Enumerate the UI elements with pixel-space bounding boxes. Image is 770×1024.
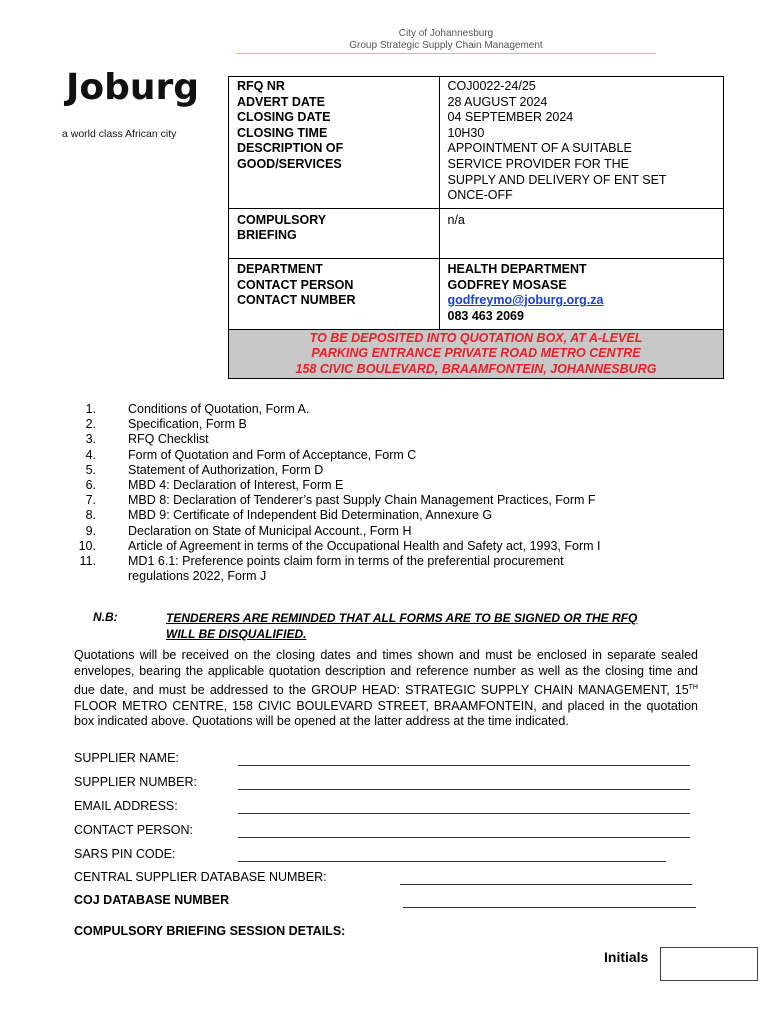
- logo-tagline: a world class African city: [62, 128, 177, 140]
- header-rule: [236, 53, 656, 54]
- key-briefing: COMPULSORY BRIEFING: [237, 212, 326, 243]
- list-item: 5. Statement of Authorization, Form D: [85, 462, 324, 477]
- contact-person-field[interactable]: [238, 837, 690, 838]
- list-item: 4. Form of Quotation and Form of Acceptance, Form C: [85, 447, 417, 462]
- table-row: [229, 258, 724, 329]
- key-closing-time: CLOSING TIME: [237, 125, 328, 140]
- supplier-name-label: SUPPLIER NAME:: [74, 751, 179, 765]
- coj-database-label: COJ DATABASE NUMBER: [74, 893, 230, 907]
- table-row: [229, 208, 724, 258]
- value-rfq-nr: COJ0022-24/25: [447, 79, 536, 93]
- briefing-session-heading: COMPULSORY BRIEFING SESSION DETAILS:: [74, 924, 346, 938]
- list-item: 9. Declaration on State of Municipal Account., Form H: [85, 523, 412, 538]
- deposit-banner: [229, 329, 724, 379]
- list-item: 1. Conditions of Quotation, Form A.: [85, 402, 310, 416]
- initials-label: Initials: [604, 949, 649, 965]
- value-closing-time: 10H30: [447, 125, 485, 140]
- email-address-label: EMAIL ADDRESS:: [74, 799, 178, 813]
- forms-list: [72, 402, 712, 584]
- rfq-values-cell: [439, 77, 724, 209]
- contact-email-link[interactable]: godfreymo@joburg.org.za: [447, 293, 604, 308]
- value-closing-date: 04 SEPTEMBER 2024: [447, 110, 574, 125]
- coj-database-field[interactable]: [403, 907, 696, 908]
- banner-line-1: TO BE DEPOSITED INTO QUOTATION BOX, AT A-LEVEL: [309, 330, 643, 345]
- key-advert-date: ADVERT DATE: [237, 94, 325, 109]
- list-item: 8. MBD 9: Certificate of Independent Bid Determination, Annexure G: [85, 508, 493, 523]
- value-contact-person: GODFREY MOSASE: [447, 277, 567, 292]
- nb-label: N.B:: [93, 610, 118, 624]
- key-rfq-nr: RFQ NR: [237, 79, 285, 93]
- banner-line-3: 158 CIVIC BOULEVARD, BRAAMFONTEIN, JOHANNESBURG: [295, 361, 657, 376]
- list-item: 11. MD1 6.1: Preference points claim form in terms of the preferential procurement regulations 2022, Form J: [79, 554, 564, 584]
- key-department: DEPARTMENT: [237, 261, 323, 276]
- joburg-logo: [62, 55, 200, 115]
- logo-wordmark: Joburg: [66, 67, 200, 108]
- table-row: [229, 329, 724, 379]
- list-item: 3. RFQ Checklist: [85, 432, 209, 447]
- contact-person-label: CONTACT PERSON:: [74, 823, 193, 837]
- initials-box[interactable]: [660, 947, 758, 981]
- sars-pin-field[interactable]: [238, 861, 666, 862]
- header-org: City of Johannesburg: [398, 28, 494, 39]
- list-item: 2. Specification, Form B: [85, 417, 247, 432]
- key-closing-date: CLOSING DATE: [237, 110, 331, 125]
- header-dept: Group Strategic Supply Chain Management: [349, 40, 543, 51]
- list-item: 6. MBD 4: Declaration of Interest, Form E: [85, 478, 344, 493]
- banner-line-2: PARKING ENTRANCE PRIVATE ROAD METRO CENTRE: [311, 346, 641, 361]
- rfq-keys-cell: [229, 77, 440, 209]
- supplier-name-field[interactable]: [238, 765, 690, 766]
- nb-warning: TENDERERS ARE REMINDED THAT ALL FORMS ARE TO BE SIGNED OR THE RFQ WILL BE DISQUALIFIED.: [166, 611, 638, 641]
- key-description: DESCRIPTION OF GOOD/SERVICES: [237, 141, 344, 171]
- csd-number-field[interactable]: [400, 884, 692, 885]
- list-item: 10. Article of Agreement in terms of the Occupational Health and Safety act, 1993, Form I: [78, 538, 601, 553]
- csd-number-label: CENTRAL SUPPLIER DATABASE NUMBER:: [74, 870, 327, 884]
- list-item: 7. MBD 8: Declaration of Tenderer’s past Supply Chain Management Practices, Form F: [85, 493, 596, 508]
- email-address-field[interactable]: [238, 813, 690, 814]
- submission-instructions: Quotations will be received on the closing dates and times shown and must be enclosed in separate sealed envelopes, bearing the applicable quotation description and reference number as well as the closing time and due date, and must be addressed to the GROUP HEAD: STRATEGIC SUPPLY CHAIN MANAGEMENT, 15TH FLOOR METRO CENTRE, 158 CIVIC BOULEVARD STREET, BRAAMFONTEIN, and placed in the quotation box indicated above. Quotations will be opened at the latter address at the time indicated.: [74, 648, 698, 729]
- rfq-details-table: [228, 76, 724, 379]
- value-contact-number: 083 463 2069: [447, 308, 524, 323]
- supplier-number-field[interactable]: [238, 789, 690, 790]
- table-row: [229, 77, 724, 209]
- value-advert-date: 28 AUGUST 2024: [447, 94, 548, 109]
- value-description: APPOINTMENT OF A SUITABLE SERVICE PROVIDER FOR THE SUPPLY AND DELIVERY OF ENT SET ONCE-OFF: [447, 141, 667, 203]
- value-department: HEALTH DEPARTMENT: [447, 261, 587, 276]
- key-contact-number: CONTACT NUMBER: [237, 293, 356, 308]
- sars-pin-label: SARS PIN CODE:: [74, 847, 176, 861]
- key-contact-person: CONTACT PERSON: [237, 277, 354, 292]
- supplier-number-label: SUPPLIER NUMBER:: [74, 775, 197, 789]
- value-briefing: n/a: [447, 212, 465, 227]
